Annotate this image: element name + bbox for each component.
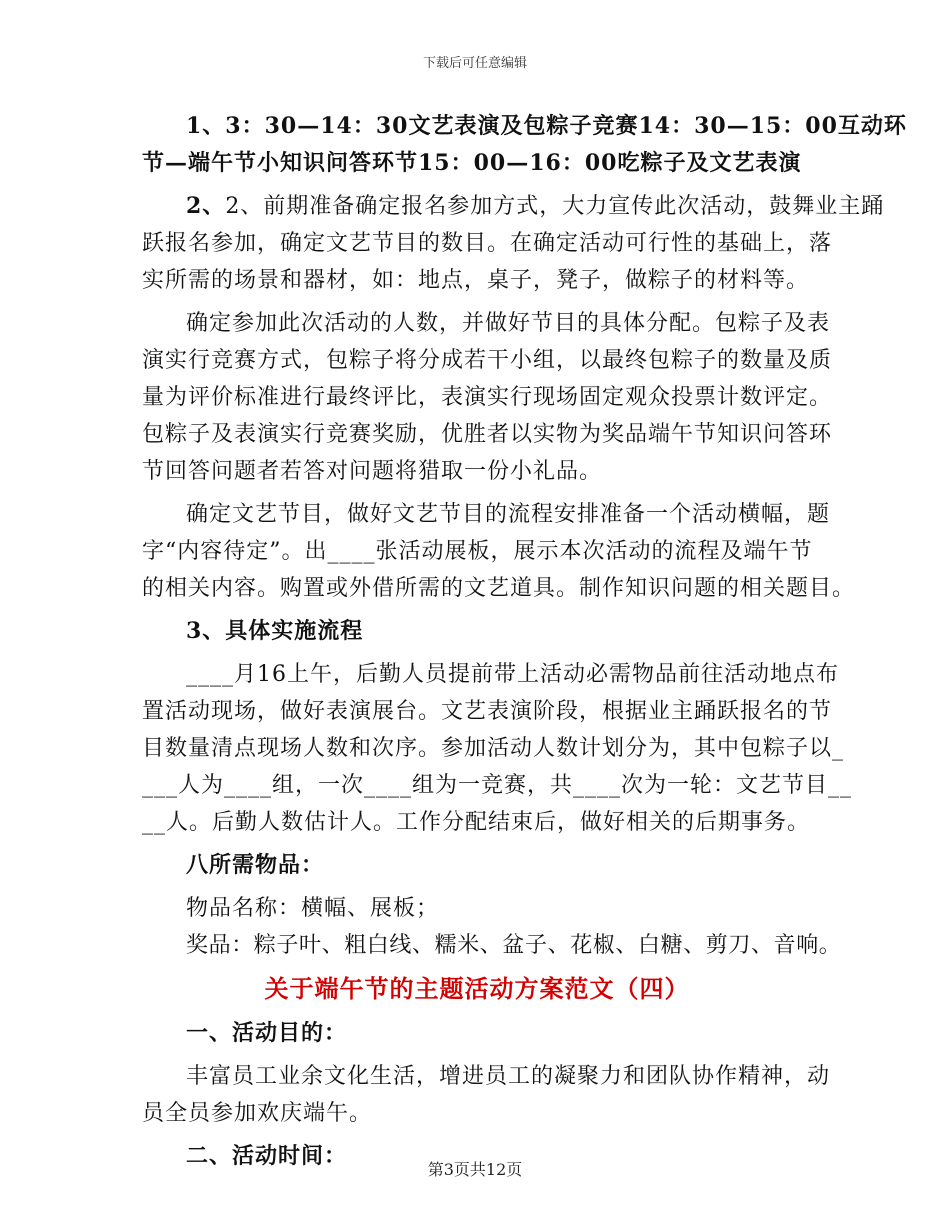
text-line: 字“内容待定”。出____张活动展板，展示本次活动的流程及端午节: [142, 539, 813, 564]
text-line: 节回答问题者若答对问题将猎取一份小礼品。: [142, 459, 603, 484]
implementation-heading: 3、具体实施流程: [186, 618, 364, 644]
text-line: 置活动现场，做好表演展台。文艺表演阶段，根据业主踊跃报名的节: [142, 699, 833, 724]
implementation-paragraph: [142, 656, 853, 841]
page-header: 下载后可任意编辑: [422, 56, 527, 71]
text-line: ____月16上午，后勤人员提前带上活动必需物品前往活动地点布: [186, 662, 839, 687]
program-paragraph: [142, 496, 856, 607]
text-line: 量为评价标准进行最终评比，表演实行现场固定观众投票计数评定。: [142, 385, 833, 410]
text-line: 丰富员工业余文化生活，增进员工的凝聚力和团队协作精神，动: [186, 1064, 831, 1089]
text-line: 目数量清点现场人数和次序。参加活动人数计划分为，其中包粽子以_: [142, 736, 845, 761]
page-footer: 第3页共12页: [427, 1160, 523, 1179]
materials-line: 物品名称：横幅、展板；: [186, 896, 440, 921]
purpose-heading: 一、活动目的：: [186, 1020, 348, 1046]
section-title: 关于端午节的主题活动方案范文（四）: [264, 974, 690, 1003]
materials-list-block: [142, 890, 842, 964]
text-line: [142, 188, 885, 225]
text-line: 实所需的场景和器材，如：地点，桌子，凳子，做粽子的材料等。: [142, 268, 810, 293]
text-line: 演实行竞赛方式，包粽子将分成若干小组，以最终包粽子的数量及质: [142, 348, 833, 373]
preparation-paragraph: [142, 188, 885, 299]
text-line: 节—端午节小知识问答环节15：00—16：00吃粽子及文艺表演: [142, 150, 802, 176]
materials-heading: 八所需物品：: [186, 852, 325, 878]
purpose-paragraph: [142, 1058, 831, 1132]
preparation-text: 2、前期准备确定报名参加方式，大力宣传此次活动，鼓舞业主踊: [225, 194, 885, 219]
participants-paragraph: [142, 305, 833, 490]
text-line: 确定文艺节目，做好文艺节目的流程安排准备一个活动横幅，题: [186, 502, 831, 527]
text-line: 包粽子及表演实行竞赛奖励，优胜者以实物为奖品端午节知识问答环: [142, 422, 833, 447]
text-line: __人。后勤人数估计人。工作分配结束后，做好相关的后期事务。: [142, 810, 811, 835]
preparation-heading: 2、: [186, 193, 226, 219]
time-heading: 二、活动时间：: [186, 1143, 348, 1169]
implementation-heading-block: [142, 613, 812, 650]
text-line: 的相关内容。购置或外借所需的文艺道具。制作知识问题的相关题目。: [142, 576, 856, 601]
prizes-line: 奖品：粽子叶、粗白线、糯米、盆子、花椒、白糖、剪刀、音响。: [186, 933, 842, 958]
text-line: 确定参加此次活动的人数，并做好节目的具体分配。包粽子及表: [186, 311, 831, 336]
purpose-heading-block: [142, 1015, 812, 1052]
text-line: 1、3：30—14：30文艺表演及包粽子竞赛14：30—15：00互动环: [186, 113, 907, 139]
schedule-paragraph: [142, 108, 907, 182]
text-line: 跃报名参加，确定文艺节目的数目。在确定活动可行性的基础上，落: [142, 231, 833, 256]
text-line: ___人为____组，一次____组为一竞赛，共____次为一轮：文艺节目__: [142, 773, 853, 798]
document-body: [142, 108, 907, 1181]
text-line: 员全员参加欢庆端午。: [142, 1101, 373, 1126]
materials-heading-block: [142, 847, 812, 884]
